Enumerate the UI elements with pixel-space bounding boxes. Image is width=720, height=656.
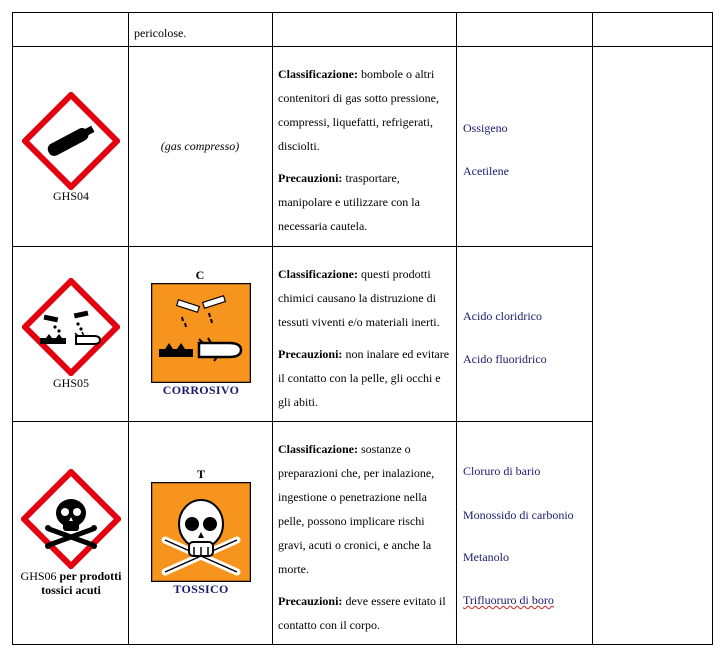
precautions-label: Precauzioni:: [278, 594, 343, 608]
eu-letter-c: C: [195, 268, 205, 282]
classification-text: sostanze o preparazioni che, per inalazione, ingestione o penetrazione nella pelle, possono implicare rischi gravi, acuti o cronici, e anche la morte.: [278, 442, 435, 576]
corrosion-icon: [22, 278, 120, 376]
eu-name-toxic: TOSSICO: [173, 582, 229, 596]
substance-item: Monossido di carbonio: [463, 508, 574, 522]
eu-text-gas: (gas compresso): [160, 139, 240, 153]
classification-row-2: [278, 262, 454, 414]
eu-toxic-symbol: [151, 482, 251, 587]
precautions-text: trasportare, manipolare e utilizzare con la necessaria cautela.: [278, 171, 420, 233]
precautions-label: Precauzioni:: [278, 347, 343, 361]
substance-item: Trifluoruro di boro: [463, 593, 554, 607]
eu-corrosive-symbol: [151, 283, 251, 388]
classification-row-3: [278, 437, 452, 637]
ghs06-pictogram: [21, 469, 121, 574]
substance-item: Acido cloridrico: [463, 309, 542, 323]
precautions-text: non inalare ed evitare il contatto con la pelle, gli occhi e gli abiti.: [278, 347, 450, 409]
precautions-label: Precauzioni:: [278, 171, 343, 185]
skull-crossbones-icon: [21, 469, 121, 569]
classification-label: Classificazione:: [278, 67, 358, 81]
precautions-text: deve essere evitato il contatto con il corpo.: [278, 594, 446, 632]
toxic-skull-icon: [151, 482, 251, 582]
ghs05-code: GHS05: [52, 376, 89, 390]
corrosive-hand-icon: [151, 283, 251, 383]
ghs04-pictogram: [22, 92, 120, 195]
ghs06-code: GHS06 per prodotti tossici acuti: [20, 569, 122, 597]
classification-text: bombole o altri contenitori di gas sotto pressione, compressi, liquefatti, refrigerati, disciolti.: [278, 67, 439, 153]
eu-letter-t: T: [196, 467, 205, 481]
substance-item: Ossigeno: [463, 121, 508, 135]
top-row-text: pericolose.: [134, 26, 187, 40]
substance-item: Metanolo: [463, 550, 509, 564]
gas-cylinder-icon: [22, 92, 120, 190]
substance-item: Acetilene: [463, 164, 509, 178]
eu-name-corrosive: CORROSIVO: [162, 383, 240, 397]
classification-label: Classificazione:: [278, 267, 358, 281]
ghs04-code: GHS04: [52, 189, 89, 203]
classification-text: questi prodotti chimici causano la distruzione di tessuti viventi e/o materiali inerti.: [278, 267, 440, 329]
substance-item: Acido fluoridrico: [463, 352, 547, 366]
classification-label: Classificazione:: [278, 442, 358, 456]
substance-item: Cloruro di bario: [463, 464, 541, 478]
ghs05-pictogram: [22, 278, 120, 381]
classification-row-1: [278, 62, 450, 238]
